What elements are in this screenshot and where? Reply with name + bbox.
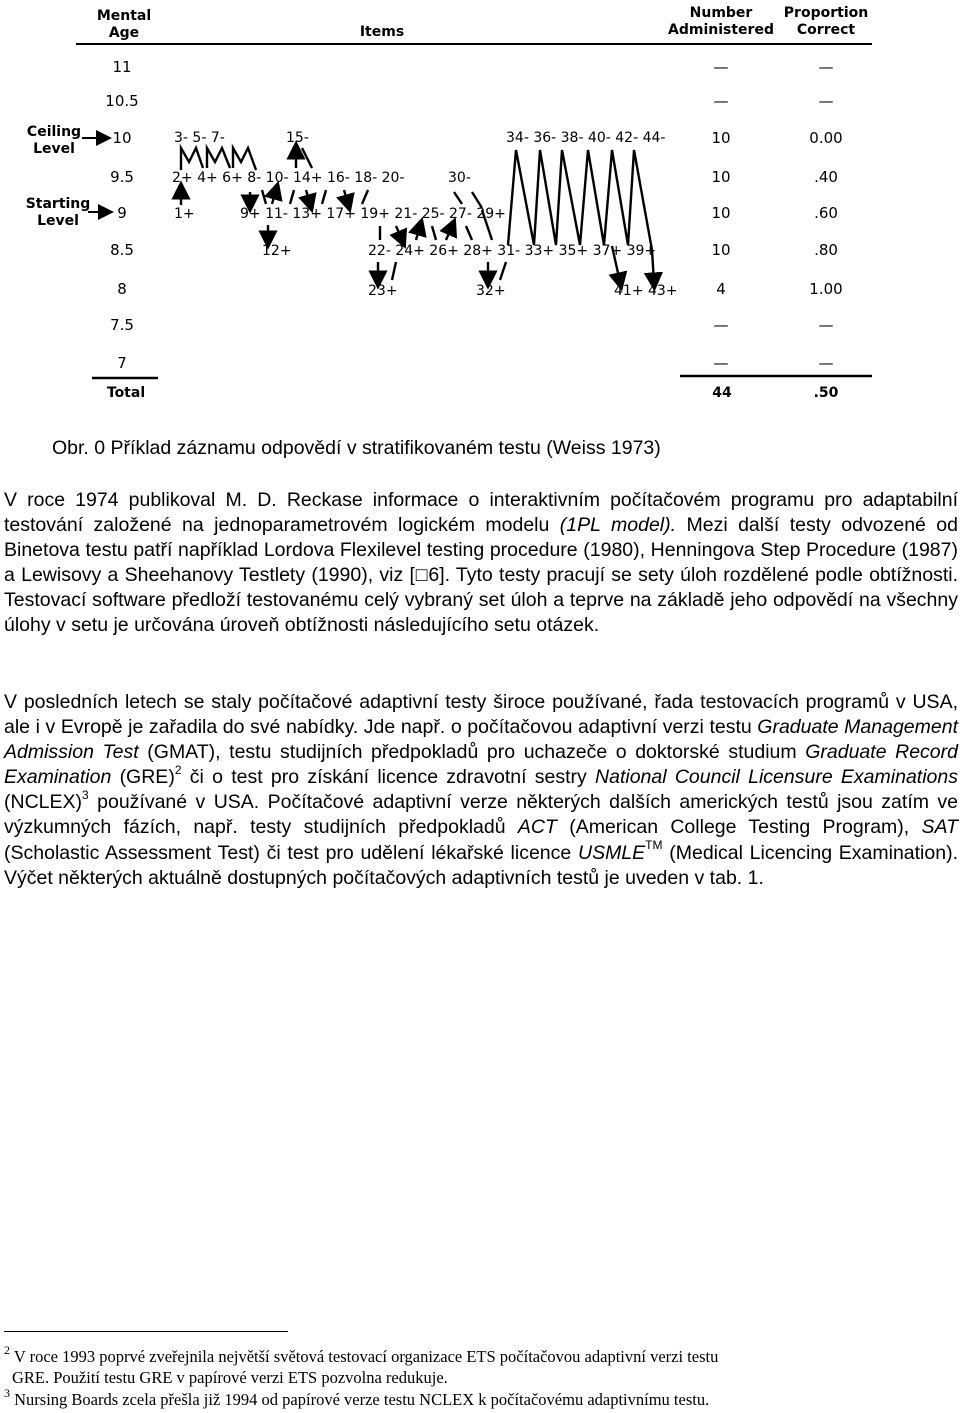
footnote-2 <box>4 1342 954 1388</box>
number-row-9: 10 <box>711 204 731 222</box>
items-row-8-a: 23+ <box>368 283 398 299</box>
stratified-test-record-figure <box>0 0 960 420</box>
total-label: Total <box>106 385 146 401</box>
p1-text-1: V roce 1974 publikoval M. D. Reckase informace o interaktivním počítačovém programu pro adaptabilní testování založené na jednoparametrovém logickém modelu <box>4 489 958 537</box>
proportion-row-10-5: — <box>818 92 834 110</box>
header-mental-age: Mental <box>96 8 152 24</box>
age-11: 11 <box>112 58 132 76</box>
starting-level-label: Starting <box>25 196 91 212</box>
number-row-11: — <box>713 58 729 76</box>
age-8: 8 <box>117 280 127 298</box>
items-row-9-5-right: 30- <box>448 170 471 186</box>
proportion-row-8: 1.00 <box>809 280 843 298</box>
age-8-5: 8.5 <box>110 241 134 259</box>
items-row-8-5-b: 22- 24+ 26+ 28+ 31- 33+ 35+ 37+ 39+ <box>368 243 657 259</box>
p1-text-3: 6]. Tyto testy pracují se sety úloh rozdělené podle obtížnosti. Testovací software předloží testovanému celý vybraný set úloh a teprve na základě jeho odpovědí na všechny úlohy v setu je určována úroveň obtížnosti následujícího setu otázek. <box>4 564 958 637</box>
footnote-2-text: V roce 1993 poprvé zveřejnila největší světová testovací organizace ETS počítačovou adaptivní verzi testu <box>10 1347 719 1366</box>
proportion-row-11: — <box>818 58 834 76</box>
proportion-row-7: — <box>818 354 834 372</box>
number-row-8: 4 <box>716 280 726 298</box>
p2-text-1: V posledních letech se staly počítačové adaptivní testy široce používané, řada testovacích programů v USA, ale i v Evropě je zařadila do své nabídky. Jde např. o počítačovou adaptivní verzi testu <box>4 691 958 739</box>
header-correct: Correct <box>796 22 856 38</box>
age-9-5: 9.5 <box>110 168 134 186</box>
age-10: 10 <box>112 129 132 147</box>
p2-text-7: (American College Testing Program), <box>556 816 922 839</box>
p2-text-5: (NCLEX) <box>4 791 83 814</box>
footnote-3-text: Nursing Boards zcela přešla již 1994 od papírové verze testu NCLEX k počítačovému adaptivnímu testu. <box>10 1390 710 1409</box>
number-row-8-5: 10 <box>711 241 731 259</box>
age-7: 7 <box>117 354 127 372</box>
footnote-ref-2[interactable]: 2 <box>174 762 182 777</box>
proportion-row-9: .60 <box>814 204 838 222</box>
ceiling-level-label: Ceiling <box>26 124 82 140</box>
number-row-7: — <box>713 354 729 372</box>
items-row-9-left: 1+ <box>174 206 195 222</box>
number-row-7-5: — <box>713 316 729 334</box>
trademark-sup: TM <box>645 838 663 853</box>
footnote-2-line-2: GRE. Použití testu GRE v papírové verzi ETS pozvolna redukuje. <box>12 1368 448 1387</box>
footnote-2-mark: 2 <box>4 1342 10 1357</box>
total-proportion: .50 <box>813 385 839 401</box>
p2-text-9: (Medical Licencing Examination). Výčet některých aktuálně dostupných počítačových adaptivních testů je uveden v tab. 1. <box>4 841 958 889</box>
items-row-8-b: 32+ <box>476 283 506 299</box>
p2-italic-sat: SAT <box>921 816 958 839</box>
items-row-9-mid: 9+ 11- 13+ 17+ 19+ 21- 25- 27- 29+ <box>240 206 506 222</box>
number-row-10: 10 <box>711 129 731 147</box>
p2-text-3: (GRE) <box>111 766 175 789</box>
p1-text-2: Mezi další testy odvozené od Binetova testu patří například Lordova Flexilevel testing procedure (1980), Henningova Step Procedure (1987) a Lewisovy a Sheehanovy Testlety (1990), viz [ <box>4 514 958 587</box>
p1-italic-1pl: (1PL model). <box>559 514 677 537</box>
footnote-ref-3[interactable]: 3 <box>82 787 89 802</box>
ceiling-level-label-2: Level <box>33 141 75 157</box>
total-number: 44 <box>712 385 732 401</box>
p2-text-2: (GMAT), testu studijních předpokladů pro uchazeče o doktorské studium <box>138 741 806 764</box>
header-mental-age-2: Age <box>108 25 140 41</box>
p2-italic-gmat: Graduate Management Admission Test <box>4 716 958 764</box>
footnote-3-mark: 3 <box>4 1385 10 1400</box>
proportion-row-10: 0.00 <box>809 129 843 147</box>
p2-italic-gre: Graduate Record Examination <box>4 741 958 789</box>
header-administered: Administered <box>668 22 774 38</box>
items-row-10-right: 34- 36- 38- 40- 42- 44- <box>506 130 666 146</box>
number-row-9-5: 10 <box>711 168 731 186</box>
age-7-5: 7.5 <box>110 316 134 334</box>
age-9: 9 <box>117 204 127 222</box>
footnote-separator <box>4 1331 288 1332</box>
items-row-9-5-left: 2+ 4+ 6+ 8- 10- 14+ 16- 18- 20- <box>172 170 405 186</box>
starting-level-label-2: Level <box>37 213 79 229</box>
p2-italic-nclex: National Council Licensure Examinations <box>595 766 958 789</box>
figure-caption: Obr. 0 Příklad záznamu odpovědí v stratifikovaném testu (Weiss 1973) <box>52 437 661 459</box>
proportion-row-8-5: .80 <box>814 241 838 259</box>
paragraph-cat-usage <box>4 690 958 891</box>
items-row-8-c: 41+ 43+ <box>614 283 678 299</box>
header-items: Items <box>359 24 405 40</box>
footnote-3 <box>4 1385 954 1410</box>
p2-text-8: (Scholastic Assessment Test) či test pro udělení lékařské licence <box>4 841 578 864</box>
footnote-2-line-1 <box>4 1342 954 1367</box>
p2-italic-act: ACT <box>517 816 557 839</box>
p2-italic-usmle: USMLE <box>577 841 646 864</box>
reference-box-icon: □ <box>414 564 429 587</box>
number-row-10-5: — <box>713 92 729 110</box>
paragraph-reckase <box>4 488 958 639</box>
header-number: Number <box>689 5 753 21</box>
p2-text-6: používané v USA. Počítačové adaptivní verze některých dalších amerických testů jsou zatím ve výzkumných fázích, např. testy studijních předpokladů <box>4 791 958 839</box>
age-10-5: 10.5 <box>105 92 139 110</box>
proportion-row-9-5: .40 <box>814 168 838 186</box>
header-proportion: Proportion <box>783 5 869 21</box>
items-row-10-mid: 15- <box>286 130 309 146</box>
p2-text-4: či o test pro získání licence zdravotní sestry <box>181 766 596 789</box>
items-row-8-5-a: 12+ <box>262 243 292 259</box>
items-row-10-left: 3- 5- 7- <box>174 130 225 146</box>
proportion-row-7-5: — <box>818 316 834 334</box>
